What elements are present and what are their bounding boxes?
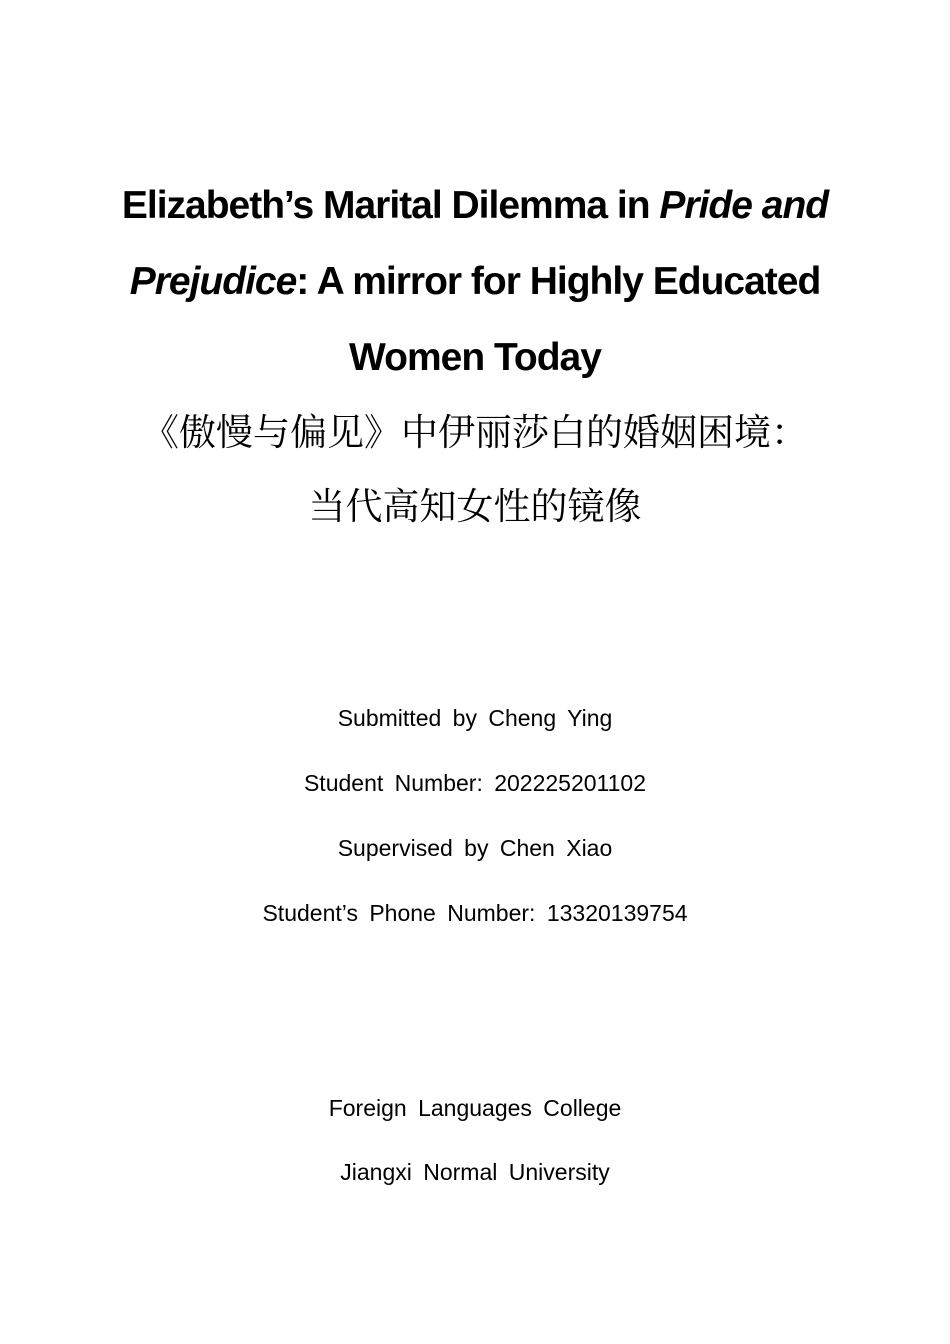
english-title-book-name: Pride and Prejudice [129, 184, 829, 303]
english-title [60, 168, 890, 396]
student-number: Student Number: 202225201102 [303, 770, 647, 796]
submitted-by: Submitted by Cheng Ying [337, 705, 613, 731]
english-title-part1: Elizabeth’s Marital Dilemma in [121, 184, 660, 227]
university-name: Jiangxi Normal University [340, 1159, 610, 1185]
supervised-by: Supervised by Chen Xiao [337, 835, 613, 861]
chinese-title [60, 396, 890, 544]
chinese-title-line-1: 《傲慢与偏见》中伊丽莎白的婚姻困境： [142, 411, 808, 454]
college-name: Foreign Languages College [328, 1095, 622, 1121]
english-title-part2: : A mirror for Highly Educated Women Today [296, 260, 821, 379]
student-phone-number: Student’s Phone Number: 13320139754 [262, 900, 688, 926]
chinese-title-line-2: 当代高知女性的镜像 [308, 485, 642, 528]
